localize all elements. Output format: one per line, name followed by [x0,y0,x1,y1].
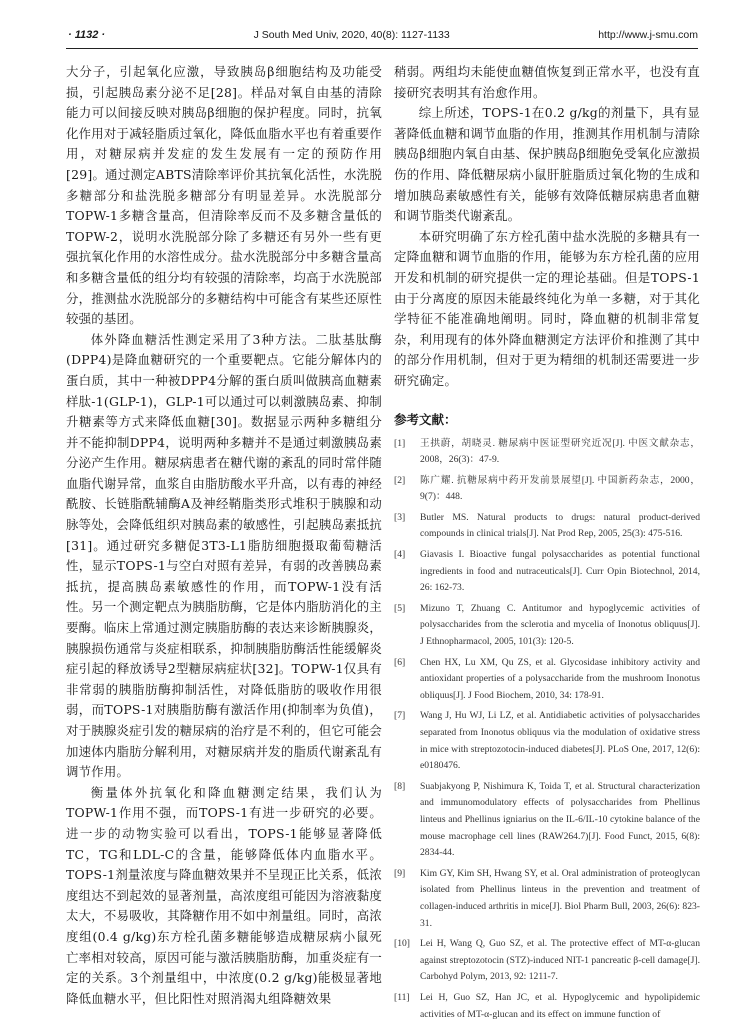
reference-text: Giavasis I. Bioactive fungal polysaccharides as potential functional ingredients in food and nutraceuticals[J]. Curr Opin Biotechnol, 2014, 26: 162-73. [420,549,700,594]
reference-item [394,655,700,705]
page-number: · 1132 · [68,29,106,41]
journal-citation: J South Med Univ, 2020, 40(8): 1127-1133 [253,29,450,41]
reference-item [394,936,700,986]
reference-item [394,547,700,597]
paragraph: 本研究明确了东方栓孔菌中盐水洗脱的多糖具有一定降血糖和调节血脂的作用，能够为东方栓孔菌的应用开发和机制的研究提供一定的理论基础。但是TOPS-1由于分离度的原因未能最终纯化为单一多糖，对于其化学特征不能准确地阐明。同时，降血糖的机制非常复杂，利用现有的体外降血糖测定方法评价和推测了其中的部分作用机制，但对于更为精细的机制还需要进一步研究确定。 [394,228,700,388]
paragraph: 衡量体外抗氧化和降血糖测定结果，我们认为TOPW-1作用不强，而TOPS-1有进一步研究的必要。进一步的动物实验可以看出，TOPS-1能够显著降低TC，TG和LDL-C的含量，能够降低体内血脂水平。TOPS-1剂量浓度与降血糖效果并不呈现正比关系，低浓度组达不到起效的显著剂量，高浓度组可能因为溶液黏度太大，不易吸收，其降糖作用不如中剂量组。同时，高浓度组(0.4 g/kg)东方栓孔菌多糖能够造成糖尿病小鼠死亡率相对较高，原因可能与激活胰脂肪酶，加重炎症有一定的关系。3个剂量组中，中浓度(0.2 g/kg)能极显著地降低血糖水平，但比阳性对照消渴丸组降糖效果 [66,784,382,1006]
reference-item [394,473,700,506]
reference-item [394,510,700,543]
reference-text: 王拱蔚，胡晓灵. 糖尿病中医证型研究近况[J]. 中医文献杂志，2008，26(3)：47-9. [420,437,700,466]
header-rule [66,48,698,49]
reference-number: [9] [394,867,406,879]
paragraph: 综上所述，TOPS-1在0.2 g/kg的剂量下，具有显著降低血糖和调节血脂的作用，推测其作用机制与清除胰岛β细胞内氧自由基、保护胰岛β细胞免受氧化应激损伤的作用、降低糖尿病小鼠肝脏脂质过氧化物的生成和增加胰岛素敏感性有关，能够有效降低糖尿病患者血糖和调节脂类代谢紊乱。 [394,105,700,224]
reference-number: [3] [394,511,406,523]
reference-number: [1] [394,437,406,449]
reference-text: Wang J, Hu WJ, Li LZ, et al. Antidiabetic activities of polysaccharides separated from Inonotus obliquus via the modulation of oxidative stress in mice with streptozotocin-induced diabetes[J]. PLoS One, 2017, 12(6): e0180476. [420,710,700,772]
reference-text: 陈广耀. 抗糖尿病中药开发前景展望[J]. 中国新药杂志，2000，9(7)：448. [420,474,700,503]
reference-text: Mizuno T, Zhuang C. Antitumor and hypoglycemic activities of polysaccharides from the sclerotia and mycelia of Inonotus obliquus[J]. J Ethnopharmacol, 2005, 101(3): 120-5. [420,602,700,648]
running-header [68,24,698,46]
paragraph: 稍弱。两组均未能使血糖值恢复到正常水平，也没有直接研究表明其有治愈作用。 [394,64,700,100]
reference-number: [2] [394,474,406,486]
reference-list [394,436,700,1024]
reference-text: Lei H, Guo SZ, Han JC, et al. Hypoglycemic and hypolipidemic activities of MT-α-glucan and its effect on immune function of [420,991,700,1020]
journal-url[interactable]: http://www.j-smu.com [598,29,698,41]
reference-number: [10] [394,938,410,950]
reference-text: Suabjakyong P, Nishimura K, Toida T, et al. Structural characterization and immunomodulatory effects of polysaccharides from Phellinus linteus and Phellinus igniarius on the IL-6/IL-10 cytokine balance of the mouse macrophage cell lines (RAW264.7)[J]. Food Funct, 2015, 6(8): 2834-44. [420,780,700,859]
paragraph: 体外降血糖活性测定采用了3种方法。二肽基肽酶(DPP4)是降血糖研究的一个重要靶点。它能分解体内的蛋白质，其中一种被DPP4分解的蛋白质叫做胰高血糖素样肽-1(GLP-1)，GLP-1可以通过可以刺激胰岛素、抑制升糖素等方式来降低血糖[30]。数据显示两种多糖组分并不能抑制DPP4，说明两种多糖并不是通过刺激胰岛素分泌产生作用。糖尿病患者在糖代谢的紊乱的同时常伴随血脂代谢异常，血浆自由脂肪酸水平升高，以有毒的神经酰胺、长链脂酰辅酶A及神经鞘脂类形式堆积于胰腺和动脉等处，会降低组织对胰岛素的敏感性，引起胰岛素抵抗[31]。通过研究多糖促3T3-L1脂肪细胞摄取葡萄糖活性，显示TOPS-1与空白对照有差异，有弱的改善胰岛素抵抗，提高胰岛素敏感性的作用，而TOPW-1没有活性。另一个测定靶点为胰脂肪酶，它是体内脂肪消化的主要酶。临床上常通过测定胰脂肪酶的表达来诊断胰腺炎，胰腺损伤通常与炎症相联系，抑制胰脂肪酶活性能缓解炎症引起的释放诱导2型糖尿病症状[32]。TOPW-1仅具有非常弱的胰脂肪酶抑制活性，对降低脂肪的吸收作用很弱，而TOPS-1对胰脂肪酶有激活作用(抑制率为负值)，对于胰腺炎症引发的糖尿病的治疗是不利的，但它可能会加速体内脂肪分解利用，对糖尿病并发的脂质代谢紊乱有调节作用。 [66,331,382,780]
reference-item [394,436,700,469]
right-column [394,62,700,1027]
reference-number: [7] [394,710,406,722]
reference-item [394,866,700,932]
reference-text: Butler MS. Natural products to drugs: natural product-derived compounds in clinical trials[J]. Nat Prod Rep, 2005, 25(3): 475-516. [420,511,700,540]
reference-number: [8] [394,780,406,792]
reference-text: Kim GY, Kim SH, Hwang SY, et al. Oral administration of proteoglycan isolated from Phellinus linteus in the prevention and treatment of collagen-induced arthritis in mice[J]. Biol Pharm Bull, 2003, 26(6): 823-31. [420,867,700,929]
reference-item [394,708,700,774]
reference-item [394,601,700,651]
reference-text: Chen HX, Lu XM, Qu ZS, et al. Glycosidase inhibitory activity and antioxidant properties of a polysaccharide from the mushroom Inonotus obliquus[J]. J Food Biochem, 2010, 34: 178-91. [420,656,700,701]
reference-number: [5] [394,602,406,614]
left-column [66,62,382,1009]
references-heading: 参考文献： [394,412,457,427]
reference-number: [6] [394,656,406,668]
reference-number: [11] [394,991,410,1003]
reference-item [394,779,700,862]
reference-number: [4] [394,549,406,561]
paragraph: 大分子，引起氧化应激，导致胰岛β细胞结构及功能受损，引起胰岛素分泌不足[28]。样品对氧自由基的清除能力可以间接反映对胰岛β细胞的保护程度。同时，抗氧化作用对于减轻脂质过氧化，降低血脂水平也有着重要作用，对糖尿病并发症的发生发展有一定的预防作用[29]。通过测定ABTS清除率评价其抗氧化活性，水洗脱多糖部分和盐洗脱多糖部分有明显差异。水洗脱部分TOPW-1多糖含量高，但清除率反而不及多糖含量低的TOPW-2，说明水洗脱部分除了多糖还有另外一些有更强抗氧化作用的水溶性成分。盐水洗脱部分中多糖含量高和多糖含量低的组分均有较强的清除率，均高于水洗脱部分，推测盐水洗脱部分的多糖结构中可能含有某些还原性较强的基团。 [66,64,382,327]
reference-text: Lei H, Wang Q, Guo SZ, et al. The protective effect of MT-α-glucan against streptozotocin (STZ)-induced NIT-1 pancreatic β-cell damage[J]. Carbohyd Polym, 2013, 92: 1211-7. [420,938,700,983]
reference-item [394,990,700,1023]
